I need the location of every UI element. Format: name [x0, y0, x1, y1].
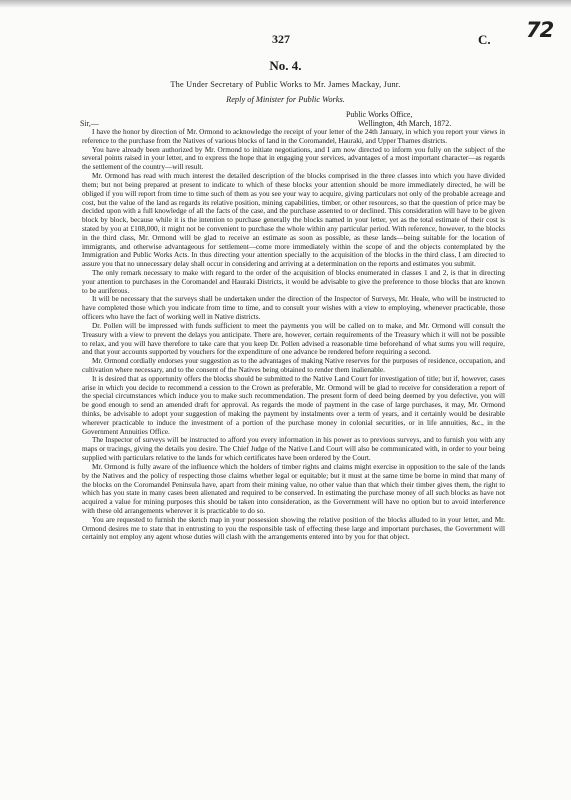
paragraph: You have already been authorized by Mr. Ormond to initiate negotiations, and I am now directed to inform you fully on the subject of the several points raised in your letter, and to express the hope that in engaging your services, advantages of a most important character—as regards the settlement of the country—will result.	[82, 145, 505, 172]
paragraph: The only remark necessary to make with regard to the order of the acquisition of blocks enumerated in classes 1 and 2, is that in directing your attention to purchases in the Coromandel and Hauraki Districts, it would be advisable to give the preference to those blocks that are known to be auriferous.	[82, 269, 505, 295]
office-line: Public Works Office,	[346, 110, 413, 119]
paragraph: Dr. Pollen will be impressed with funds sufficient to meet the payments you will be called on to make, and Mr. Ormond will consult the Treasury with a view to prevent the delays you anticipate. There are, however, certain requirements of the Treasury which it will not be possible to relax, and you will have therefore to take care that you keep Dr. Pollen advised a reasonable time beforehand of what sums you will require, and that your accounts supported by vouchers for the expenditure of one advance be rendered before requiring a second.	[82, 321, 505, 357]
date-line: Wellington, 4th March, 1872.	[358, 119, 452, 128]
letter-body	[82, 128, 505, 542]
scan-edge-shadow	[0, 0, 571, 8]
paragraph: Mr. Ormond cordially endorses your suggestion as to the advantages of making Native reserves for the purposes of residence, occupation, and cultivation where necessary, and to the consent of the Natives being obtained to render them inalienable.	[82, 357, 505, 374]
paragraph: Mr. Ormond has read with much interest the detailed description of the blocks comprised in the three classes into which you have divided them; but not being prepared at present to indicate to which of these blocks your attention should be more immediately directed, he will be obliged if you will report from time to time such of them as you see your way to acquire, giving particulars not only of the probable acreage and cost, but the value of the land as regards its relative position, mining capabilities, timber, or other resources, so that the question of price may be decided upon with a full knowledge of all the facts of the case, and the purchase assented to or declined. This consideration will have to be given block by block, because while it is the intention to purchase generally the blocks named in your letter, yet as the total estimate of their cost is stated by you at £108,000, it might not be convenient to purchase the whole within any particular period. With reference, however, to the blocks in the third class, Mr. Ormond will be glad to receive an estimate as soon as possible, as these lands—being suitable for the location of immigrants, and otherwise advantageous for settlement—come more immediately within the scope of and the objects contemplated by the Immigration and Public Works Acts. In thus directing your attention specially to the acquisition of the blocks in the third class, I am directed to assure you that no unnecessary delay shall occur in considering and arriving at a determination on the reports and estimates you submit.	[82, 172, 505, 269]
salutation: Sir,—	[80, 119, 99, 128]
paragraph: Mr. Ormond is fully aware of the influence which the holders of timber rights and claims might exercise in opposition to the sale of the lands by the Natives and the policy of respecting those claims whether legal or equitable; but it must at the same time be borne in mind that many of the blocks on the Coromandel Peninsula have, apart from their mining value, no other value than that which their timber gives them, the right to which has you state in many cases been alienated and required to be conserved. In estimating the purchase money of all such blocks as have not acquired a value for mining purposes this should be taken into consideration, as the Government will have no option but to avoid interference with these old arrangements wherever it is practicable to do so.	[82, 462, 505, 515]
letter-heading: The Under Secretary of Public Works to Mr. James Mackay, Junr.	[170, 80, 401, 89]
paragraph: It will be necessary that the surveys shall be undertaken under the direction of the Inspector of Surveys, Mr. Heale, who will be instructed to have completed those which you indicate from time to time, and to consult your wishes with a view to employing, whenever practicable, those officers who have the fact of working well in Native districts.	[82, 295, 505, 322]
document-number: No. 4.	[269, 58, 302, 73]
letter-subheading: Reply of Minister for Public Works.	[226, 95, 345, 104]
paragraph: It is desired that as opportunity offers the blocks should be submitted to the Native Land Court for investigation of title; but if, however, cases arise in which you decide to recommend a cession to the Crown as preferable, Mr. Ormond will be glad to receive for consideration a report of the special circumstances which induce you to make such recommendation. The present form of deed being deemed by you defective, you will be good enough to send an amended draft for approval. As regards the mode of payment in the case of large purchases, it may, Mr. Ormond thinks, be advisable to adopt your suggestion of making the payment by instalments over a term of years, and it certainly would be desirable wherever practicable to induce the investment of a portion of the purchase money in colonial securities, or in life annuities, &c., in the Government Annuities Office.	[82, 374, 505, 436]
page-number: 327	[272, 32, 290, 46]
section-marker: C.	[478, 32, 491, 47]
handwritten-page-annotation: 72	[526, 18, 554, 42]
paragraph: You are requested to furnish the sketch map in your possession showing the relative position of the blocks alluded to in your letter, and Mr. Ormond desires me to state that in entrusting to you the responsible task of effecting these large and important purchases, the Government will certainly not employ any agent whose duties will clash with the arrangements entered into by you for that object.	[82, 515, 505, 542]
paragraph: I have the honor by direction of Mr. Ormond to acknowledge the receipt of your letter of the 24th January, in which you report your views in reference to the purchase from the Natives of various blocks of land in the Coromandel, Hauraki, and Upper Thames districts.	[82, 128, 505, 145]
paragraph: The Inspector of surveys will be instructed to afford you every information in his power as to previous surveys, and to furnish you with any maps or tracings, giving the details you desire. The Chief Judge of the Native Land Court will also be communicated with, in order to your being supplied with particulars relative to the lands for which certificates have been ordered by the Court.	[82, 436, 505, 463]
